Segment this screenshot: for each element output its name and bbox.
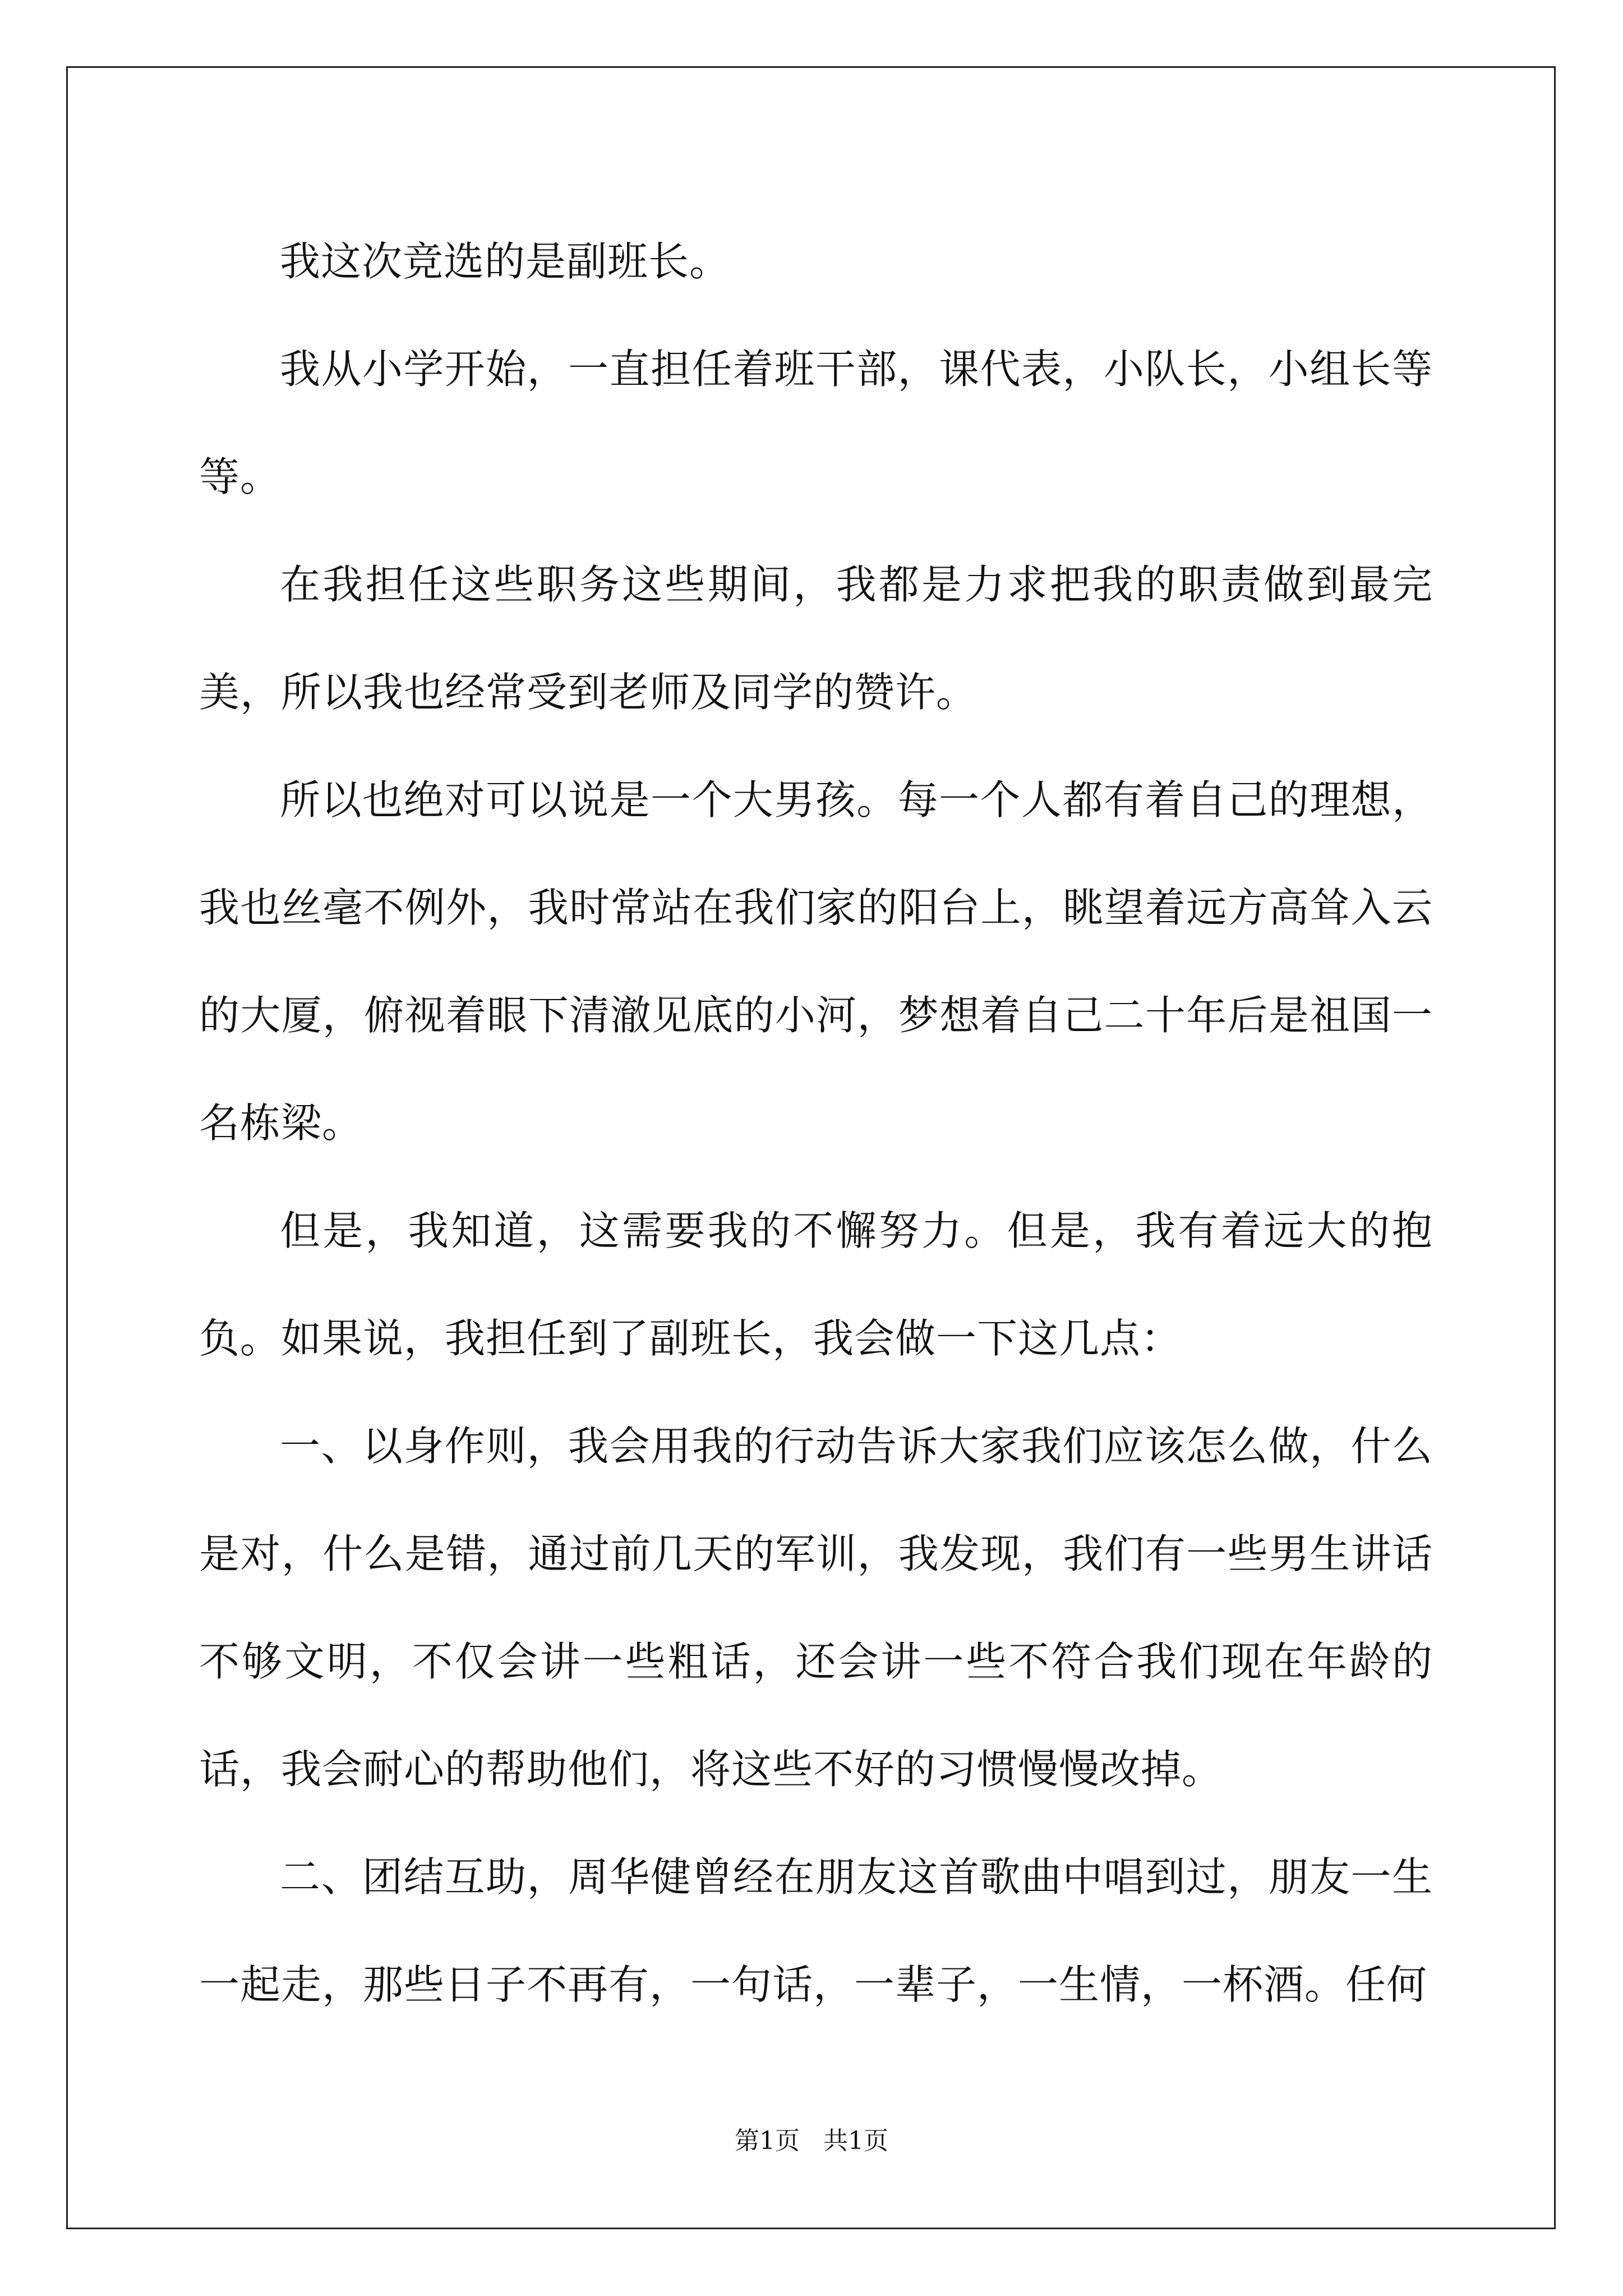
paragraph-3: 在我担任这些职务这些期间，我都是力求把我的职责做到最完美，所以我也经常受到老师及同学的赞许。 bbox=[199, 561, 1433, 716]
page-footer: 第1页 共1页 bbox=[735, 2127, 888, 2155]
paragraph-5: 但是，我知道，这需要我的不懈努力。但是，我有着远大的抱负。如果说，我担任到了副班长，我会做一下这几点： bbox=[199, 1207, 1433, 1362]
paragraph-4: 所以也绝对可以说是一个大男孩。每一个人都有着自己的理想，我也丝毫不例外，我时常站在我们家的阳台上，眺望着远方高耸入云的大厦，俯视着眼下清澈见底的小河，梦想着自己二十年后是祖国一名栋梁。 bbox=[199, 776, 1433, 1147]
paragraph-6: 一、以身作则，我会用我的行动告诉大家我们应该怎么做，什么是对，什么是错，通过前几天的军训，我发现，我们有一些男生讲话不够文明，不仅会讲一些粗话，还会讲一些不符合我们现在年龄的话，我会耐心的帮助他们，将这些不好的习惯慢慢改掉。 bbox=[199, 1423, 1433, 1793]
document-body bbox=[199, 208, 1433, 2039]
paragraph-1: 我这次竞选的是副班长。 bbox=[280, 238, 731, 285]
paragraph-7: 二、团结互助，周华健曾经在朋友这首歌曲中唱到过，朋友一生一起走，那些日子不再有，一句话，一辈子，一生情，一杯酒。任何 bbox=[199, 1853, 1433, 2008]
paragraph-2: 我从小学开始，一直担任着班干部，课代表，小队长，小组长等等。 bbox=[199, 346, 1433, 500]
